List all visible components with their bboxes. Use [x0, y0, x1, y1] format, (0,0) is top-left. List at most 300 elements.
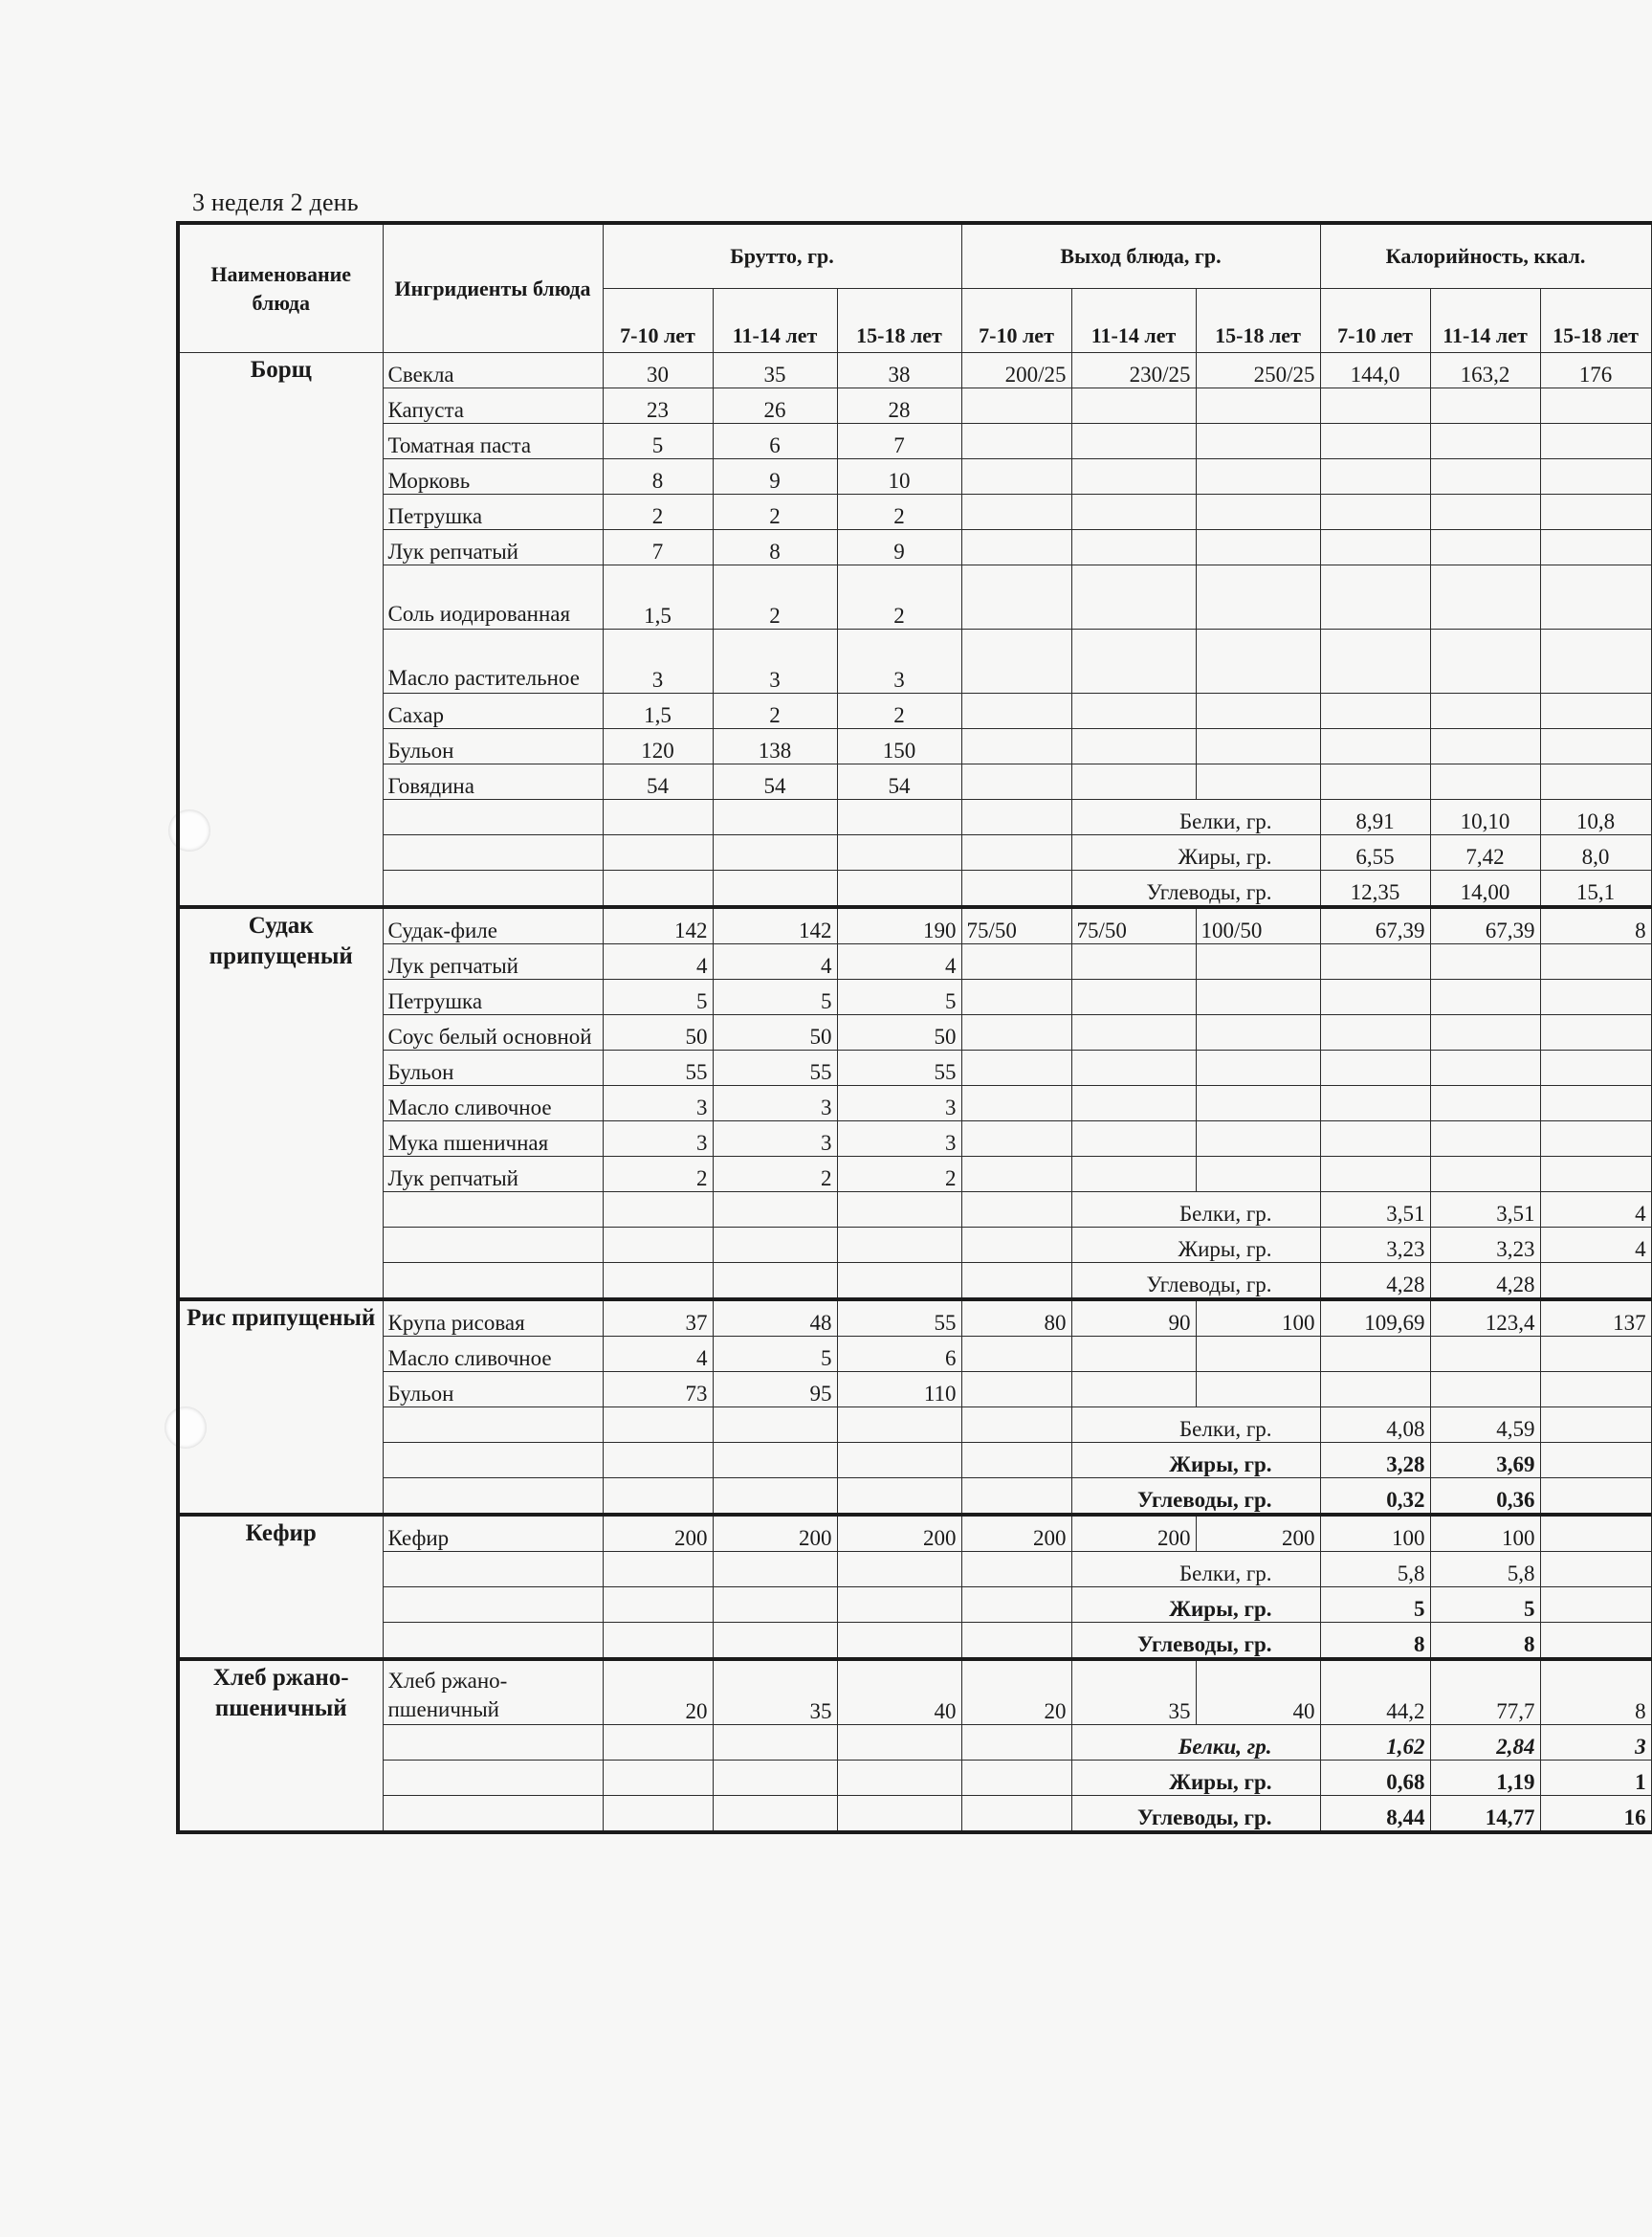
- ingredient-name: Петрушка: [383, 495, 603, 530]
- yield-value: [1071, 1372, 1196, 1407]
- yield-value: 35: [1071, 1659, 1196, 1725]
- empty-cell: [383, 1552, 603, 1587]
- yield-value: [1196, 1157, 1320, 1192]
- yield-value: [1196, 495, 1320, 530]
- empty-cell: [713, 871, 837, 908]
- calorie-value: 100: [1320, 1515, 1430, 1552]
- nutrient-value: 1: [1540, 1761, 1651, 1796]
- calorie-value: [1540, 630, 1651, 694]
- calorie-value: [1540, 1015, 1651, 1051]
- calorie-value: [1430, 980, 1540, 1015]
- empty-cell: [383, 1263, 603, 1300]
- empty-cell: [383, 800, 603, 835]
- ingredient-name: Сахар: [383, 694, 603, 729]
- nutrient-value: 2,84: [1430, 1725, 1540, 1761]
- brutto-value: 50: [603, 1015, 713, 1051]
- empty-cell: [383, 1192, 603, 1228]
- empty-cell: [961, 1228, 1071, 1263]
- calorie-value: [1540, 1051, 1651, 1086]
- yield-value: [1196, 764, 1320, 800]
- calorie-value: [1320, 1157, 1430, 1192]
- nutrient-value: 3,69: [1430, 1443, 1540, 1478]
- nutrient-value: 3,51: [1430, 1192, 1540, 1228]
- calorie-value: [1320, 424, 1430, 459]
- nutrient-label: Жиры, гр.: [1071, 1228, 1320, 1263]
- calorie-value: [1430, 530, 1540, 565]
- ingredient-name: Лук репчатый: [383, 1157, 603, 1192]
- empty-cell: [837, 1263, 961, 1300]
- empty-cell: [713, 1443, 837, 1478]
- empty-cell: [383, 1407, 603, 1443]
- brutto-value: 2: [713, 495, 837, 530]
- yield-value: [1071, 388, 1196, 424]
- nutrient-label: Жиры, гр.: [1071, 1587, 1320, 1623]
- nutrient-value: 14,00: [1430, 871, 1540, 908]
- calorie-value: [1540, 944, 1651, 980]
- brutto-value: 6: [713, 424, 837, 459]
- yield-value: [961, 565, 1071, 630]
- calorie-value: [1320, 1086, 1430, 1121]
- empty-cell: [383, 1796, 603, 1833]
- empty-cell: [603, 1725, 713, 1761]
- brutto-value: 4: [603, 1337, 713, 1372]
- nutrient-value: 15,1: [1540, 871, 1651, 908]
- header-age: 7-10 лет: [1320, 289, 1430, 353]
- header-age: 11-14 лет: [713, 289, 837, 353]
- empty-cell: [603, 871, 713, 908]
- ingredient-row: [178, 694, 1651, 729]
- ingredient-row: [178, 907, 1651, 944]
- calorie-value: [1430, 630, 1540, 694]
- brutto-value: 4: [837, 944, 961, 980]
- brutto-value: 3: [603, 1086, 713, 1121]
- table-header: [178, 223, 1651, 353]
- calorie-value: [1540, 495, 1651, 530]
- empty-cell: [603, 1587, 713, 1623]
- yield-value: [1071, 1086, 1196, 1121]
- calorie-value: [1320, 980, 1430, 1015]
- calorie-value: [1430, 729, 1540, 764]
- empty-cell: [961, 1192, 1071, 1228]
- yield-value: [961, 1121, 1071, 1157]
- brutto-value: 138: [713, 729, 837, 764]
- brutto-value: 5: [603, 980, 713, 1015]
- brutto-value: 7: [603, 530, 713, 565]
- menu-table: [176, 221, 1652, 1834]
- empty-cell: [603, 1228, 713, 1263]
- brutto-value: 54: [603, 764, 713, 800]
- empty-cell: [713, 1192, 837, 1228]
- brutto-value: 110: [837, 1372, 961, 1407]
- calorie-value: [1540, 1515, 1651, 1552]
- yield-value: [1071, 764, 1196, 800]
- yield-value: [1071, 1157, 1196, 1192]
- empty-cell: [837, 1552, 961, 1587]
- brutto-value: 2: [837, 694, 961, 729]
- nutrient-value: 3: [1540, 1725, 1651, 1761]
- nutrient-value: 12,35: [1320, 871, 1430, 908]
- ingredient-row: [178, 530, 1651, 565]
- yield-value: 75/50: [1071, 907, 1196, 944]
- empty-cell: [603, 835, 713, 871]
- nutrient-label: Углеводы, гр.: [1071, 1796, 1320, 1833]
- yield-value: [1071, 729, 1196, 764]
- empty-cell: [383, 1228, 603, 1263]
- yield-value: [961, 1157, 1071, 1192]
- nutrient-row: [178, 1761, 1651, 1796]
- yield-value: 80: [961, 1299, 1071, 1337]
- yield-value: [1196, 630, 1320, 694]
- nutrient-label: Углеводы, гр.: [1071, 871, 1320, 908]
- yield-value: [961, 1015, 1071, 1051]
- nutrient-row: [178, 800, 1651, 835]
- ingredient-row: [178, 495, 1651, 530]
- yield-value: [961, 944, 1071, 980]
- nutrient-row: [178, 1192, 1651, 1228]
- brutto-value: 5: [837, 980, 961, 1015]
- nutrient-value: 1,62: [1320, 1725, 1430, 1761]
- calorie-value: [1430, 424, 1540, 459]
- yield-value: [1196, 1051, 1320, 1086]
- nutrient-row: [178, 1725, 1651, 1761]
- ingredient-name: Бульон: [383, 729, 603, 764]
- empty-cell: [383, 1623, 603, 1660]
- nutrient-value: 4,28: [1320, 1263, 1430, 1300]
- ingredient-name: Морковь: [383, 459, 603, 495]
- calorie-value: [1540, 1157, 1651, 1192]
- nutrient-row: [178, 835, 1651, 871]
- yield-value: [961, 630, 1071, 694]
- brutto-value: 3: [713, 1121, 837, 1157]
- calorie-value: [1430, 495, 1540, 530]
- brutto-value: 6: [837, 1337, 961, 1372]
- empty-cell: [713, 1552, 837, 1587]
- yield-value: [1196, 729, 1320, 764]
- header-age: 7-10 лет: [961, 289, 1071, 353]
- header-brutto: Брутто, гр.: [603, 223, 961, 289]
- yield-value: 20: [961, 1659, 1071, 1725]
- nutrient-label: Белки, гр.: [1071, 1552, 1320, 1587]
- calorie-value: 137: [1540, 1299, 1651, 1337]
- empty-cell: [383, 871, 603, 908]
- empty-cell: [837, 1796, 961, 1833]
- ingredient-name: Кефир: [383, 1515, 603, 1552]
- empty-cell: [383, 1443, 603, 1478]
- header-dish: Наименование блюда: [178, 223, 383, 353]
- calorie-value: [1320, 495, 1430, 530]
- nutrient-value: 8,44: [1320, 1796, 1430, 1833]
- calorie-value: 44,2: [1320, 1659, 1430, 1725]
- brutto-value: 40: [837, 1659, 961, 1725]
- nutrient-value: 5: [1430, 1587, 1540, 1623]
- brutto-value: 54: [837, 764, 961, 800]
- calorie-value: 8: [1540, 1659, 1651, 1725]
- nutrient-value: 3,23: [1320, 1228, 1430, 1263]
- brutto-value: 4: [713, 944, 837, 980]
- brutto-value: 55: [713, 1051, 837, 1086]
- calorie-value: [1430, 694, 1540, 729]
- yield-value: [1071, 1051, 1196, 1086]
- empty-cell: [603, 1192, 713, 1228]
- brutto-value: 55: [603, 1051, 713, 1086]
- nutrient-value: 3,23: [1430, 1228, 1540, 1263]
- empty-cell: [713, 1725, 837, 1761]
- brutto-value: 9: [713, 459, 837, 495]
- nutrient-value: 7,42: [1430, 835, 1540, 871]
- brutto-value: 1,5: [603, 694, 713, 729]
- empty-cell: [713, 1228, 837, 1263]
- calorie-value: [1430, 1086, 1540, 1121]
- calorie-value: [1320, 1337, 1430, 1372]
- ingredient-row: [178, 1337, 1651, 1372]
- brutto-value: 2: [837, 565, 961, 630]
- brutto-value: 200: [837, 1515, 961, 1552]
- menu-sheet: [176, 221, 1646, 1864]
- yield-value: [961, 1051, 1071, 1086]
- calorie-value: [1540, 1337, 1651, 1372]
- calorie-value: [1540, 1121, 1651, 1157]
- nutrient-value: 4: [1540, 1228, 1651, 1263]
- empty-cell: [383, 1725, 603, 1761]
- ingredient-name: Мука пшеничная: [383, 1121, 603, 1157]
- calorie-value: 144,0: [1320, 353, 1430, 388]
- yield-value: [961, 424, 1071, 459]
- nutrient-value: [1540, 1407, 1651, 1443]
- ingredient-name: Бульон: [383, 1051, 603, 1086]
- ingredient-row: [178, 1659, 1651, 1725]
- page-title: 3 неделя 2 день: [192, 188, 359, 216]
- empty-cell: [837, 1725, 961, 1761]
- empty-cell: [961, 1587, 1071, 1623]
- brutto-value: 3: [837, 1086, 961, 1121]
- ingredient-name: Бульон: [383, 1372, 603, 1407]
- nutrient-value: [1540, 1552, 1651, 1587]
- yield-value: [1196, 388, 1320, 424]
- empty-cell: [837, 1443, 961, 1478]
- yield-value: [1071, 980, 1196, 1015]
- yield-value: [1196, 694, 1320, 729]
- empty-cell: [837, 800, 961, 835]
- brutto-value: 200: [603, 1515, 713, 1552]
- nutrient-value: 10,8: [1540, 800, 1651, 835]
- calorie-value: [1430, 1157, 1540, 1192]
- ingredient-name: Лук репчатый: [383, 944, 603, 980]
- brutto-value: 3: [603, 1121, 713, 1157]
- nutrient-row: [178, 1623, 1651, 1660]
- yield-value: [1071, 565, 1196, 630]
- calorie-value: [1540, 980, 1651, 1015]
- calorie-value: [1320, 1051, 1430, 1086]
- yield-value: 40: [1196, 1659, 1320, 1725]
- brutto-value: 37: [603, 1299, 713, 1337]
- yield-value: [1196, 424, 1320, 459]
- empty-cell: [961, 1407, 1071, 1443]
- empty-cell: [961, 1263, 1071, 1300]
- ingredient-name: Соус белый основной: [383, 1015, 603, 1051]
- calorie-value: [1540, 729, 1651, 764]
- ingredient-name: Судак-филе: [383, 907, 603, 944]
- nutrient-value: 4,59: [1430, 1407, 1540, 1443]
- ingredient-row: [178, 764, 1651, 800]
- yield-value: [1071, 424, 1196, 459]
- empty-cell: [383, 835, 603, 871]
- brutto-value: 28: [837, 388, 961, 424]
- brutto-value: 73: [603, 1372, 713, 1407]
- empty-cell: [837, 871, 961, 908]
- ingredient-name: Соль иодированная: [383, 565, 603, 630]
- yield-value: [961, 764, 1071, 800]
- nutrient-value: 0,36: [1430, 1478, 1540, 1516]
- nutrient-label: Белки, гр.: [1071, 1407, 1320, 1443]
- empty-cell: [837, 1623, 961, 1660]
- ingredient-row: [178, 565, 1651, 630]
- nutrient-value: 0,32: [1320, 1478, 1430, 1516]
- calorie-value: [1320, 459, 1430, 495]
- ingredient-name: Масло растительное: [383, 630, 603, 694]
- calorie-value: [1540, 565, 1651, 630]
- calorie-value: [1320, 944, 1430, 980]
- ingredient-row: [178, 1157, 1651, 1192]
- calorie-value: [1320, 1015, 1430, 1051]
- empty-cell: [961, 1552, 1071, 1587]
- empty-cell: [961, 871, 1071, 908]
- empty-cell: [961, 1623, 1071, 1660]
- calorie-value: [1320, 388, 1430, 424]
- brutto-value: 5: [713, 1337, 837, 1372]
- brutto-value: 1,5: [603, 565, 713, 630]
- empty-cell: [383, 1761, 603, 1796]
- brutto-value: 38: [837, 353, 961, 388]
- nutrient-value: 4,08: [1320, 1407, 1430, 1443]
- table-body: [178, 353, 1651, 1833]
- empty-cell: [961, 1761, 1071, 1796]
- calorie-value: 176: [1540, 353, 1651, 388]
- calorie-value: [1540, 764, 1651, 800]
- calorie-value: 67,39: [1430, 907, 1540, 944]
- nutrient-label: Углеводы, гр.: [1071, 1623, 1320, 1660]
- header-calories: Калорийность, ккал.: [1320, 223, 1651, 289]
- yield-value: [1196, 1337, 1320, 1372]
- brutto-value: 3: [837, 1121, 961, 1157]
- yield-value: [961, 1086, 1071, 1121]
- header-age: 11-14 лет: [1430, 289, 1540, 353]
- dish-name: Судак припущеный: [178, 907, 383, 1299]
- yield-value: [1071, 530, 1196, 565]
- ingredient-row: [178, 1372, 1651, 1407]
- empty-cell: [837, 1587, 961, 1623]
- nutrient-value: 4: [1540, 1192, 1651, 1228]
- ingredient-name: Капуста: [383, 388, 603, 424]
- nutrient-label: Жиры, гр.: [1071, 1761, 1320, 1796]
- dish-name: Рис припущеный: [178, 1299, 383, 1515]
- brutto-value: 2: [837, 1157, 961, 1192]
- brutto-value: 120: [603, 729, 713, 764]
- nutrient-value: 8: [1320, 1623, 1430, 1660]
- brutto-value: 200: [713, 1515, 837, 1552]
- empty-cell: [383, 1478, 603, 1516]
- brutto-value: 5: [603, 424, 713, 459]
- nutrient-value: 16: [1540, 1796, 1651, 1833]
- yield-value: [1196, 1372, 1320, 1407]
- yield-value: [1196, 459, 1320, 495]
- nutrient-value: 3,28: [1320, 1443, 1430, 1478]
- yield-value: 200: [1196, 1515, 1320, 1552]
- calorie-value: [1430, 764, 1540, 800]
- yield-value: [1196, 1086, 1320, 1121]
- calorie-value: [1320, 764, 1430, 800]
- yield-value: 200: [961, 1515, 1071, 1552]
- nutrient-row: [178, 1587, 1651, 1623]
- brutto-value: 10: [837, 459, 961, 495]
- nutrient-row: [178, 1478, 1651, 1516]
- calorie-value: [1430, 1337, 1540, 1372]
- yield-value: [961, 495, 1071, 530]
- brutto-value: 50: [837, 1015, 961, 1051]
- nutrient-value: [1540, 1443, 1651, 1478]
- nutrient-label: Белки, гр.: [1071, 800, 1320, 835]
- nutrient-value: 5: [1320, 1587, 1430, 1623]
- nutrient-row: [178, 1796, 1651, 1833]
- empty-cell: [383, 1587, 603, 1623]
- empty-cell: [961, 1443, 1071, 1478]
- ingredient-row: [178, 980, 1651, 1015]
- nutrient-value: 8,91: [1320, 800, 1430, 835]
- empty-cell: [837, 1761, 961, 1796]
- nutrient-row: [178, 871, 1651, 908]
- ingredient-row: [178, 1051, 1651, 1086]
- brutto-value: 8: [603, 459, 713, 495]
- yield-value: [1196, 1121, 1320, 1157]
- header-age: 15-18 лет: [1196, 289, 1320, 353]
- ingredient-name: Петрушка: [383, 980, 603, 1015]
- empty-cell: [837, 1407, 961, 1443]
- empty-cell: [837, 1478, 961, 1516]
- brutto-value: 3: [713, 1086, 837, 1121]
- nutrient-value: 4,28: [1430, 1263, 1540, 1300]
- yield-value: 200/25: [961, 353, 1071, 388]
- ingredient-name: Хлеб ржано-пшеничный: [383, 1659, 603, 1725]
- empty-cell: [961, 800, 1071, 835]
- calorie-value: [1430, 1015, 1540, 1051]
- nutrient-label: Белки, гр.: [1071, 1192, 1320, 1228]
- nutrient-value: [1540, 1587, 1651, 1623]
- nutrient-value: 14,77: [1430, 1796, 1540, 1833]
- calorie-value: [1430, 1051, 1540, 1086]
- yield-value: [1071, 459, 1196, 495]
- ingredient-name: Масло сливочное: [383, 1086, 603, 1121]
- ingredient-name: Говядина: [383, 764, 603, 800]
- nutrient-label: Белки, гр.: [1071, 1725, 1320, 1761]
- yield-value: 250/25: [1196, 353, 1320, 388]
- nutrient-value: 6,55: [1320, 835, 1430, 871]
- empty-cell: [603, 1478, 713, 1516]
- nutrient-value: 8,0: [1540, 835, 1651, 871]
- yield-value: [1071, 694, 1196, 729]
- calorie-value: 123,4: [1430, 1299, 1540, 1337]
- yield-value: 75/50: [961, 907, 1071, 944]
- yield-value: [961, 1372, 1071, 1407]
- yield-value: [961, 388, 1071, 424]
- calorie-value: 67,39: [1320, 907, 1430, 944]
- nutrient-value: [1540, 1623, 1651, 1660]
- yield-value: [961, 729, 1071, 764]
- ingredient-row: [178, 459, 1651, 495]
- nutrient-row: [178, 1407, 1651, 1443]
- nutrient-label: Жиры, гр.: [1071, 835, 1320, 871]
- dish-name: Кефир: [178, 1515, 383, 1659]
- brutto-value: 190: [837, 907, 961, 944]
- yield-value: 200: [1071, 1515, 1196, 1552]
